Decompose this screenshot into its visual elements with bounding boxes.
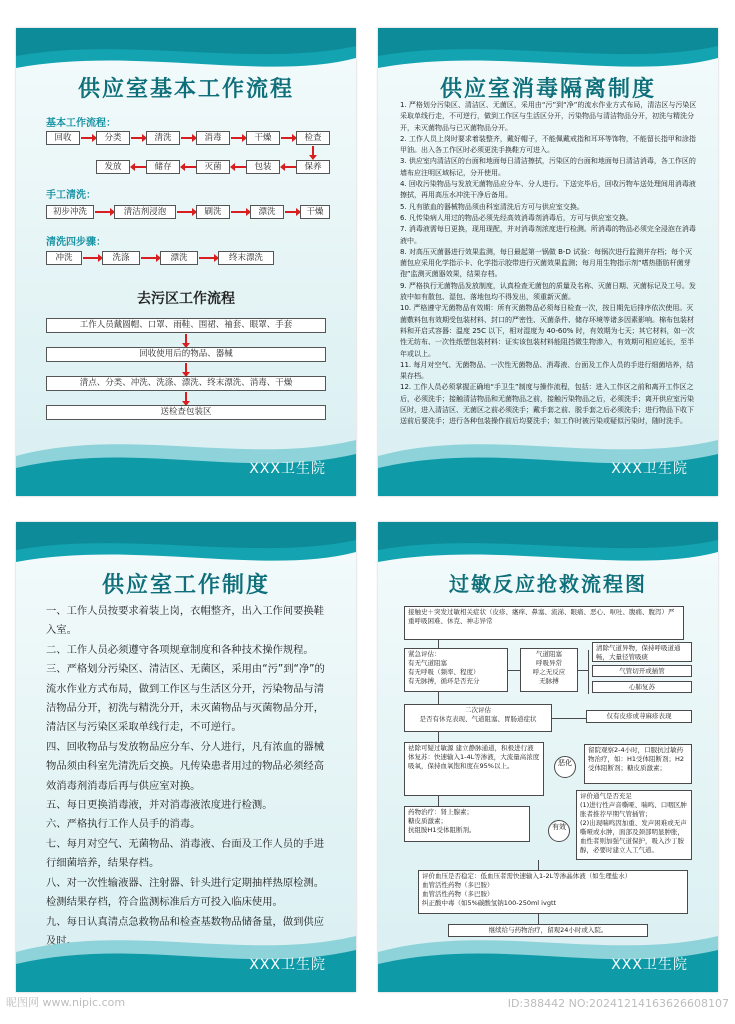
rule-paragraph: 7. 消毒液需每日更换，现用现配，并对消毒剂浓度进行检测。所消毒的物品必须完全浸泡在消毒液中。 xyxy=(400,225,696,245)
flow-step: 灭菌 xyxy=(196,160,230,174)
arrow-right-icon xyxy=(285,211,297,213)
rule-paragraph: 六、严格执行工作人员手的消毒。 xyxy=(46,818,201,831)
section-label: 基本工作流程： xyxy=(46,118,116,129)
flow-step: 回收 xyxy=(46,131,80,145)
panel-title: 供应室消毒隔离制度 xyxy=(439,77,656,102)
flow-box-remove-allergen: 祛除可疑过敏源 建立静脉通道，积极进行液体复苏：快速输入1-4L等渗液，大流量高浓度吸氧，保持血氧饱和度在95%以上。 xyxy=(404,742,544,796)
rule-paragraph: 二、工作人员必须遵守各项规章制度和各种技术操作规程。 xyxy=(46,643,314,656)
flow-step: 送检查包装区 xyxy=(46,405,326,420)
flow-step: 终末漂洗 xyxy=(218,251,274,265)
arrow-right-icon xyxy=(95,211,111,213)
rules-text xyxy=(400,100,698,428)
rule-paragraph: 10. 严格遵守无菌物品有效期：所有灭菌物品必须每日检查一次，按日期先后排序依次使用。灭菌敷料包有效期受包装材料、封口的严密性、灭菌条件、储存环境等诸多因素影响。棉布包装材料和开启式容器：温度 25C 以下，相对湿度为 40-60% 时，有效期为七天；其它材料，如一次性无纺布、一次性纸塑包装材料：证实该包装材料能阻挡微生物渗入，有效期可相应延长，至半年或以上。 xyxy=(400,304,695,358)
connector xyxy=(438,640,439,648)
arrow-right-icon xyxy=(281,137,293,139)
rule-paragraph: 四、回收物品与发放物品应分车、分人进行，凡有浓血的器械物品须由科室先清洗后交换。凡传染患者用过的物品必须经高效消毒剂消毒后再与供应室对换。 xyxy=(46,740,325,792)
rule-paragraph: 1. 严格划分污染区、清洁区、无菌区，采用由“污”到“净”的流水作业方式布局，清洁区与污染区采取单线行走，不可逆行，做到工作区与生活区分开，污染物品与清洁物品分开，初洗与精洗分开，未灭菌物品与已灭菌物品分开。 xyxy=(400,101,697,132)
connector xyxy=(438,692,439,704)
connector xyxy=(438,796,439,806)
flow-box-assess: 紧急评估： 有无气道阻塞 有无呼吸（频率、程度） 有无脉搏，循环是否充分 xyxy=(404,648,508,692)
connector xyxy=(508,670,520,671)
arrow-right-icon xyxy=(141,257,157,259)
connector xyxy=(438,732,439,742)
arrow-down-icon xyxy=(312,146,314,156)
flow-step: 发放 xyxy=(96,160,130,174)
arrow-down-icon xyxy=(185,334,187,344)
panel-disinfection-rules xyxy=(378,28,718,496)
flow-step: 回收使用后的物品、器械 xyxy=(46,347,326,362)
flow-step: 清点、分类、冲洗、洗涤、漂洗、终末漂洗、消毒、干燥 xyxy=(46,376,326,391)
flow-box-skin-only: 仅有皮疹或荨麻疹表现 xyxy=(586,710,692,723)
panel-title: 供应室工作制度 xyxy=(101,573,270,598)
arrow-left-icon xyxy=(134,166,146,168)
flow-step: 漂洗 xyxy=(160,251,198,265)
rule-paragraph: 6. 凡传染病人用过的物品必须先经高效消毒剂消毒后，方可与供应室交换。 xyxy=(400,213,633,222)
flow-step: 清洗 xyxy=(146,131,180,145)
flow-box-second-assess: 二次评估 是否有休克表现、气道阻塞、胃肠道症状 xyxy=(404,704,552,732)
rule-paragraph: 8. 对高压灭菌器进行效果监测，每日最起第一锅做 B-D 试验：每锅次进行监测并存档；每个灭菌包应采用化学指示卡、化学指示胶带进行灭菌效果监测；每月用生物指示剂“嗜热脂肪杆菌芽孢”监测灭菌器效果，结果存档。 xyxy=(400,247,693,279)
flow-step: 干燥 xyxy=(300,205,330,219)
flow-step: 工作人员戴圆帽、口罩、雨鞋、围裙、袖套、眼罩、手套 xyxy=(46,318,326,333)
hospital-name: XXX卫生院 xyxy=(249,957,326,973)
flow-box-action: 心肺复苏 xyxy=(592,681,692,693)
arrow-left-icon xyxy=(184,166,196,168)
rule-paragraph: 4. 回收污染物品与发放无菌物品应分车、分人进行。下送完毕后，回收污物车送处理间用消毒液擦拭，再用高压水冲洗干净后备用。 xyxy=(400,180,696,200)
rule-paragraph: 9. 严格执行无菌物品发放制度，认真检查无菌包的质量及名称、灭菌日期、灭菌标记及工号。发放中如有散包、湿包、落地包均不得发出，须重新灭菌。 xyxy=(400,281,696,302)
rule-paragraph: 五、每日更换消毒液，并对消毒液浓度进行检测。 xyxy=(46,799,273,812)
panel-basic-workflow xyxy=(16,28,356,496)
flow-step: 冲洗 xyxy=(46,251,82,265)
connector xyxy=(588,650,589,694)
effective-label: 有效 xyxy=(548,820,570,842)
flow-box-blood-pressure: 评价血压是否稳定：低血压者需快速输入1-2L等渗晶体液（如生理盐水） 血管活性药物（多巴胺） 血管活性药物（多巴胺） 纠正酸中毒（如5%碳酸氢钠100-250ml ivgtt xyxy=(418,870,688,914)
flow-step: 漂洗 xyxy=(250,205,284,219)
arrow-right-icon xyxy=(83,257,99,259)
panel-title: 供应室基本工作流程 xyxy=(77,77,294,102)
rule-paragraph: 5. 凡有脓血的器械物品须由科室清洗后方可与供应室交换。 xyxy=(400,202,584,211)
panel-allergy-flowchart xyxy=(378,522,718,992)
flow-step: 刷洗 xyxy=(196,205,230,219)
arrow-right-icon xyxy=(177,211,193,213)
rule-paragraph: 三、严格划分污染区、清洁区、无菌区，采用由“污”到“净”的流水作业方式布局，做到工作区与生活区分开，污染物品与清洁物品分开，初洗与精洗分开，未灭菌物品与灭菌物品分开，清洁区与污染区采取单线行走，不可逆行。 xyxy=(46,663,325,734)
flow-box-airway: 气道阻塞 呼吸异常 呼之无反应 无脉搏 xyxy=(520,648,578,692)
rule-paragraph: 一、工作人员按要求着装上岗，衣帽整齐，出入工作间要换鞋入室。 xyxy=(46,605,325,637)
rule-paragraph: 11. 每月对空气、无菌物品、一次性无菌物品、消毒液、台面及工作人员的手进行细菌培养，结果存档。 xyxy=(400,360,694,381)
connector xyxy=(552,718,586,719)
flow-box-ventilation: 评价通气是否充足 (1)进行性声音嘶哑、喘鸣、口咽区肿胀者推荐早期气管插管； (2)出现喘鸣因加重、发声困难或无声嘶哑或水肿，面部及颈部明显肿胀，血性者则加强气道保护，吸入沙丁胺醇，必要时建立人工气道。 xyxy=(576,790,692,860)
rule-paragraph: 3. 供应室内清洁区的台面和地面每日清洁擦拭，污染区的台面和地面每日清洁消毒，各工作区的墙布应注明区域标记，分开使用。 xyxy=(400,157,696,177)
flow-step: 包装 xyxy=(246,160,280,174)
panel-work-rules xyxy=(16,522,356,992)
hospital-name: XXX卫生院 xyxy=(249,461,326,477)
panel-title: 过敏反应抢救流程图 xyxy=(449,572,647,596)
flow-box-final: 继续给与药物治疗，留观24小时或入院。 xyxy=(448,924,648,937)
flow-box-observe: 留院观察2-4小时，口服抗过敏药物治疗，如：H1受体阻断剂；H2受体阻断剂；糖皮质激素； xyxy=(584,744,692,784)
rule-paragraph: 2. 工作人员上岗时要求着装整齐，戴好帽子，不能佩戴戒指和耳环等饰物，不能留长指甲和涂指甲油。出入各工作区时必须更洗手换鞋方可进入。 xyxy=(400,134,696,155)
section-label: 手工清洗： xyxy=(46,190,96,201)
hospital-name: XXX卫生院 xyxy=(611,957,688,973)
rule-paragraph: 12. 工作人员必须掌握正确地“手卫生”制度与操作流程，包括：进入工作区之前和离开工作区之后，必须洗手；接触清洁物品和无菌物品之前，接触污染物品之后，必须洗手；离开供应室污染区时，进入清洁区、无菌区之前必须洗手；戴手套之前、脱手套之后必须洗手；进行物品下收下送前后要洗手；进行各种包装操作前后均要洗手；如工作时被污染或疑似污染时，随时洗手。 xyxy=(400,383,694,426)
flow-step: 消毒 xyxy=(196,131,230,145)
flow-box-action: 清除气道异物，保持呼吸道通畅，大量径管吸痰 xyxy=(592,642,692,662)
section-label: 清洗四步骤： xyxy=(46,237,106,248)
flow-step: 检查 xyxy=(296,131,330,145)
rule-paragraph: 九、每日认真清点急救物品和检查基数物品储备量，做到供应及时。 xyxy=(46,915,325,947)
hospital-name: XXX卫生院 xyxy=(611,461,688,477)
flow-box-trigger: 接触史＋突发过敏相关症状（皮疹、瘙痒、鼻塞、流涕、眼痛、恶心、呕吐、腹痛、腹泻）严重呼吸困难、休克、神志异常 xyxy=(404,606,684,640)
section-title: 去污区工作流程 xyxy=(137,291,235,307)
arrow-right-icon xyxy=(231,211,247,213)
arrow-right-icon xyxy=(231,137,243,139)
connector xyxy=(578,670,588,671)
watermark-site: 昵图网 www.nipic.com xyxy=(6,996,126,1009)
flow-box-drug: 药物治疗：肾上腺素； 糖皮质激素； 抗组胺H1受体阻断剂。 xyxy=(404,806,530,842)
flow-box-action: 气管切开或插管 xyxy=(592,665,692,677)
flow-step: 保养 xyxy=(296,160,330,174)
arrow-down-icon xyxy=(185,392,187,402)
arrow-left-icon xyxy=(234,166,246,168)
watermark-id: ID:388442 NO:20241214163626608107 xyxy=(507,997,729,1010)
rule-paragraph: 七、每月对空气、无菌物品、消毒液、台面及工作人员的手进行细菌培养，结果存档。 xyxy=(46,837,325,870)
arrow-right-icon xyxy=(181,137,193,139)
flow-step: 干燥 xyxy=(246,131,280,145)
flow-step: 洗涤 xyxy=(102,251,140,265)
flow-step: 初步冲洗 xyxy=(46,205,94,219)
flow-step: 清洁剂浸泡 xyxy=(114,205,176,219)
rule-paragraph: 八、对一次性输液器、注射器、针头进行定期抽样热原检测。检测结果存档，符合监测标准后方可投入临床使用。 xyxy=(46,876,325,909)
arrow-right-icon xyxy=(199,257,215,259)
connector xyxy=(538,860,539,870)
flow-step: 分类 xyxy=(96,131,130,145)
worsen-label: 恶化 xyxy=(554,756,576,778)
arrow-down-icon xyxy=(185,363,187,373)
arrow-right-icon xyxy=(131,137,143,139)
flow-step: 储存 xyxy=(146,160,180,174)
arrow-right-icon xyxy=(81,137,93,139)
arrow-left-icon xyxy=(284,166,296,168)
